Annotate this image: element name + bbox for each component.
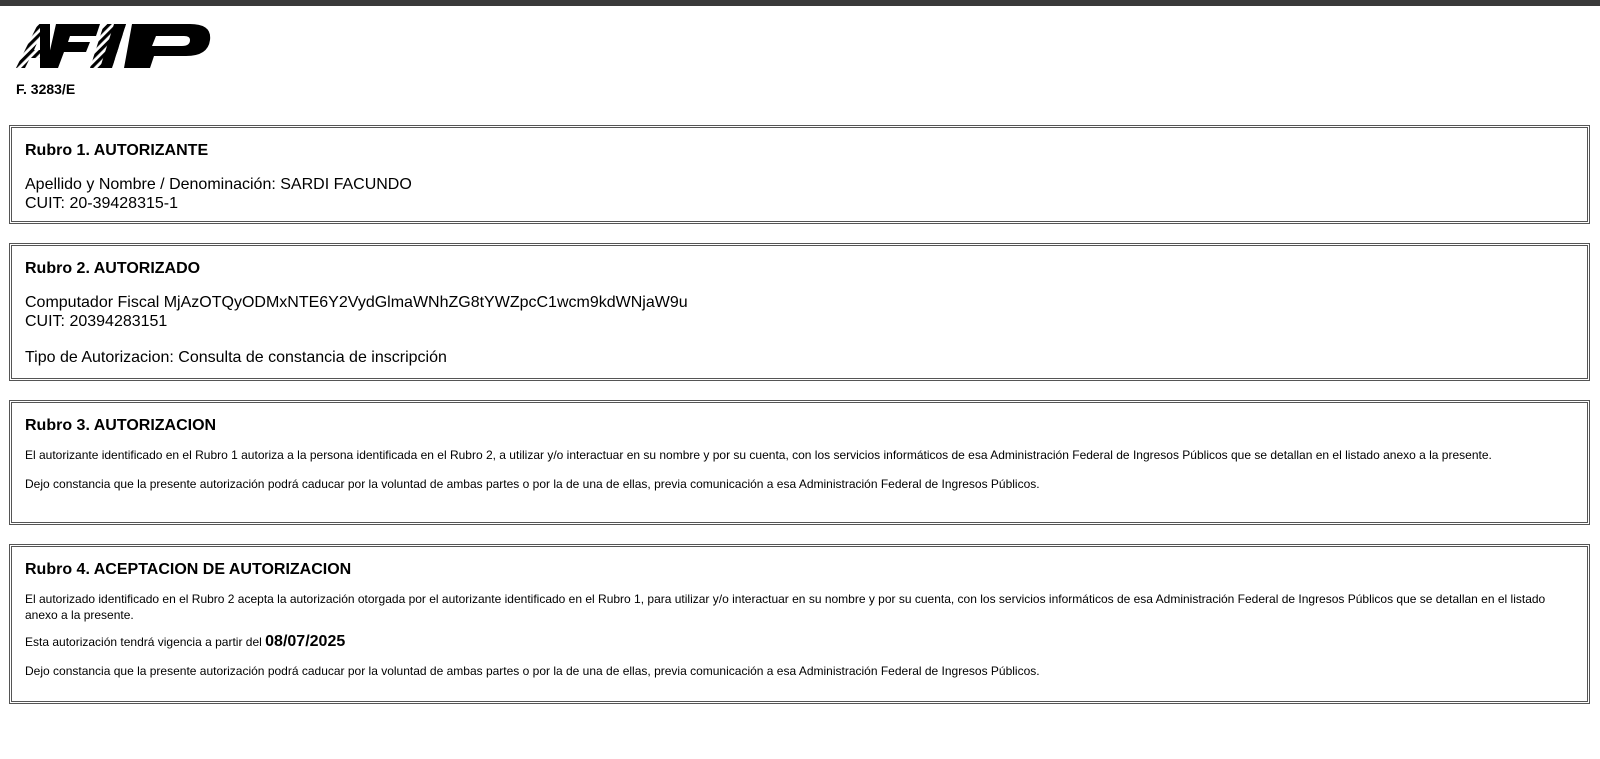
validity-prefix: Esta autorización tendrá vigencia a partir del — [25, 635, 262, 649]
rubro-4-title: Rubro 4. ACEPTACION DE AUTORIZACION — [25, 561, 352, 578]
rubro-3-title: Rubro 3. AUTORIZACION — [25, 417, 217, 434]
top-bar — [0, 0, 1600, 6]
rubro-4-paragraph-2: Dejo constancia que la presente autorización podrá caducar por la voluntad de ambas partes o por la de una de ellas, previa comunicación a esa Administración Federal de Ingresos Públicos. — [25, 664, 1040, 678]
rubro-1-autorizante — [9, 125, 1590, 224]
rubro-4-aceptacion — [9, 544, 1590, 704]
rubro-3-autorizacion — [9, 400, 1590, 525]
rubro-2-title: Rubro 2. AUTORIZADO — [25, 260, 201, 277]
autorizante-name: Apellido y Nombre / Denominación: SARDI FACUNDO — [25, 176, 412, 193]
validity-date: 08/07/2025 — [265, 633, 346, 650]
form-code: F. 3283/E — [16, 81, 76, 97]
validity-line — [25, 634, 1574, 650]
rubro-1-title: Rubro 1. AUTORIZANTE — [25, 142, 209, 159]
authorization-type: Tipo de Autorizacion: Consulta de constancia de inscripción — [25, 349, 447, 366]
rubro-2-autorizado — [9, 243, 1590, 381]
rubro-4-paragraph-1: El autorizado identificado en el Rubro 2 acepta la autorización otorgada por el autorizante identificado en el Rubro 1, para utilizar y/o interactuar en su nombre y por su cuenta, con los servicios informáticos de esa Administración Federal de Ingresos Públicos que se detallan en el listado anexo a la presente. — [25, 592, 1546, 622]
rubro-3-paragraph-1: El autorizante identificado en el Rubro 1 autoriza a la persona identificada en el Rubro 2, a utilizar y/o interactuar en su nombre y por su cuenta, con los servicios informáticos de esa Administración Federal de Ingresos Públicos que se detallan en el listado anexo a la presente. — [25, 448, 1492, 462]
autorizado-cuit: CUIT: 20394283151 — [25, 313, 168, 330]
rubro-3-paragraph-2: Dejo constancia que la presente autorización podrá caducar por la voluntad de ambas partes o por la de una de ellas, previa comunicación a esa Administración Federal de Ingresos Públicos. — [25, 477, 1040, 491]
afip-logo — [16, 22, 212, 70]
autorizante-cuit: CUIT: 20-39428315-1 — [25, 195, 178, 212]
autorizado-computer: Computador Fiscal MjAzOTQyODMxNTE6Y2VydGlmaWNhZG8tYWZpcC1wcm9kdWNjaW9u — [25, 294, 688, 311]
